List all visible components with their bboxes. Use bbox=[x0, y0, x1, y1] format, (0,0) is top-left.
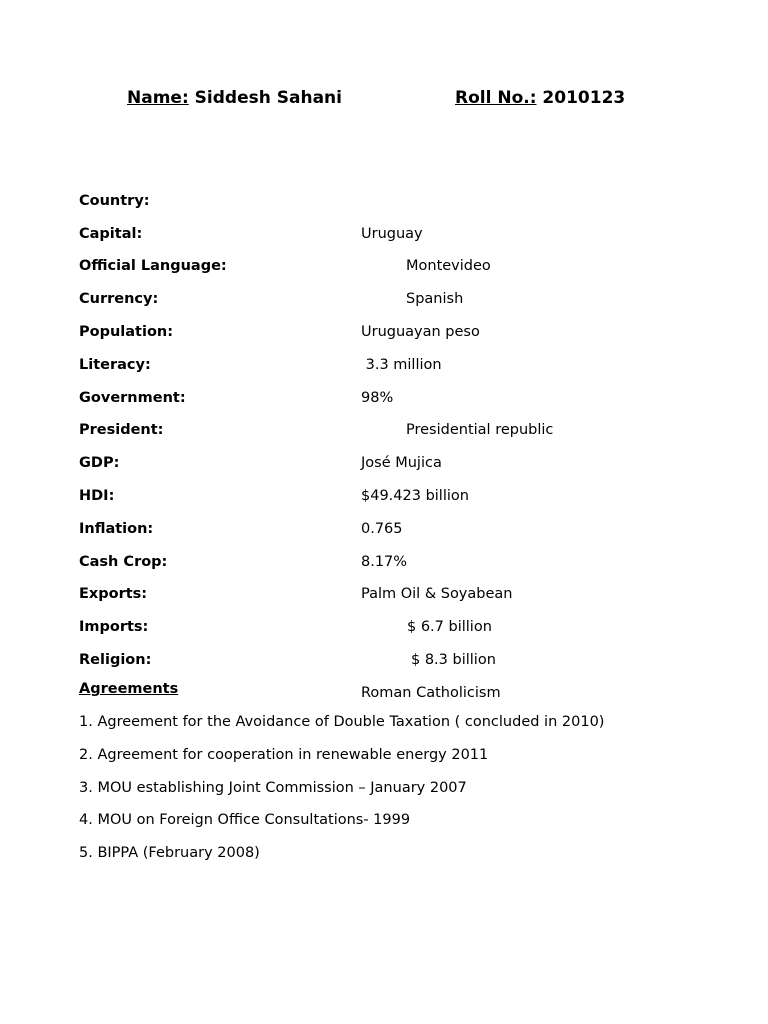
fact-value: 3.3 million bbox=[361, 356, 442, 373]
fact-value: José Mujica bbox=[361, 455, 442, 472]
roll-value: 2010123 bbox=[536, 88, 626, 108]
fact-label: Literacy: bbox=[79, 356, 151, 373]
fact-value: $ 8.3 billion bbox=[411, 651, 496, 668]
fact-value: 98% bbox=[361, 389, 394, 406]
fact-value: Palm Oil & Soyabean bbox=[361, 586, 513, 603]
fact-value: 0.765 bbox=[361, 520, 403, 537]
fact-label: Imports: bbox=[79, 619, 149, 636]
student-name bbox=[127, 88, 342, 108]
fact-value: 8.17% bbox=[361, 553, 408, 570]
fact-label: Capital: bbox=[79, 225, 143, 242]
agreements-heading: Agreements bbox=[79, 681, 179, 697]
agreement-item: 5. BIPPA (February 2008) bbox=[79, 845, 260, 862]
fact-label: Official Language: bbox=[79, 258, 227, 275]
roll-number bbox=[455, 88, 625, 108]
fact-value: Spanish bbox=[406, 291, 464, 308]
fact-value: $49.423 billion bbox=[361, 487, 469, 504]
fact-value: Montevideo bbox=[406, 258, 491, 275]
fact-value: Roman Catholicism bbox=[361, 684, 501, 701]
agreement-item: 2. Agreement for cooperation in renewable energy 2011 bbox=[79, 746, 489, 763]
fact-value: Uruguayan peso bbox=[361, 323, 480, 340]
fact-label: Cash Crop: bbox=[79, 553, 168, 570]
agreements-section bbox=[79, 673, 719, 870]
agreement-item: 3. MOU establishing Joint Commission – January 2007 bbox=[79, 779, 467, 796]
fact-value: Presidential republic bbox=[406, 422, 554, 439]
fact-label: GDP: bbox=[79, 455, 120, 472]
fact-value: Uruguay bbox=[361, 225, 423, 242]
fact-label: Inflation: bbox=[79, 520, 154, 537]
fact-label: Country: bbox=[79, 192, 150, 209]
fact-label: HDI: bbox=[79, 487, 115, 504]
agreement-item: 1. Agreement for the Avoidance of Double Taxation ( concluded in 2010) bbox=[79, 714, 605, 730]
fact-label: Population: bbox=[79, 323, 174, 340]
fact-label: Religion: bbox=[79, 651, 152, 668]
fact-label: Government: bbox=[79, 389, 186, 406]
name-value: Siddesh Sahani bbox=[188, 88, 342, 108]
fact-value: $ 6.7 billion bbox=[407, 619, 492, 636]
fact-label: Currency: bbox=[79, 291, 159, 308]
fact-label: Exports: bbox=[79, 586, 148, 603]
agreement-item: 4. MOU on Foreign Office Consultations- 1999 bbox=[79, 812, 411, 829]
fact-label: President: bbox=[79, 422, 164, 439]
roll-label: Roll No.: bbox=[455, 88, 537, 108]
name-label: Name: bbox=[127, 88, 189, 108]
